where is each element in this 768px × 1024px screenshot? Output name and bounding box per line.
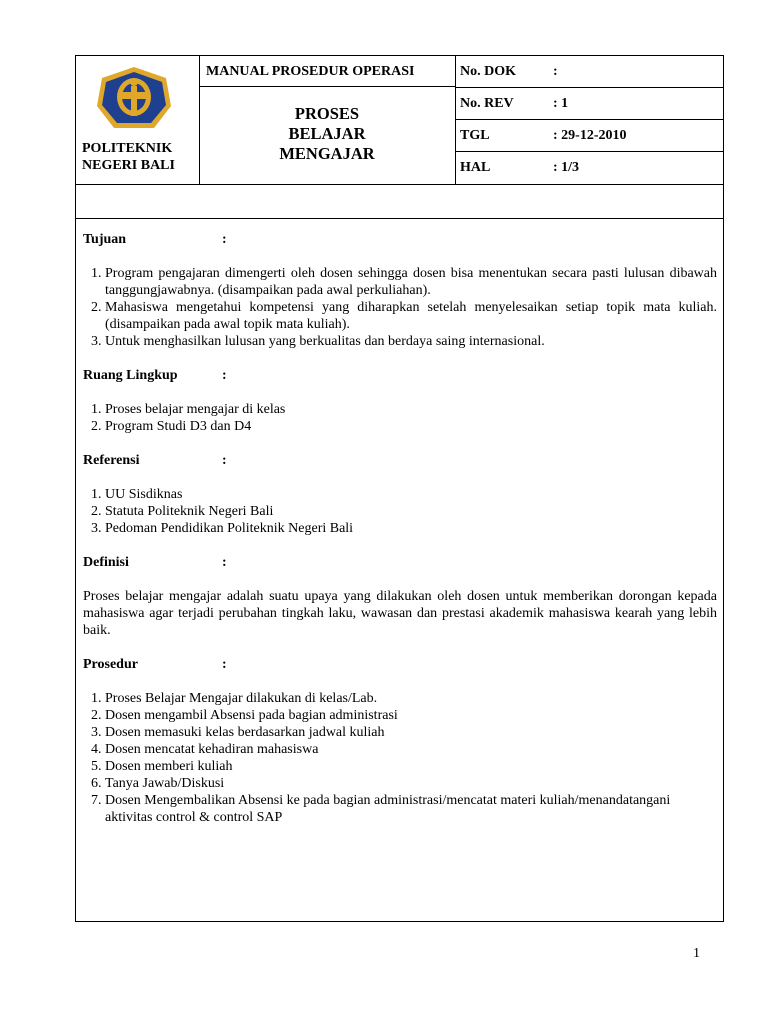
heading-text: Ruang Lingkup: [83, 368, 178, 383]
institution-logo-icon: [96, 66, 172, 134]
list-item: 4. Dosen mencatat kehadiran mahasiswa: [105, 741, 717, 758]
logo-cell: [76, 56, 200, 184]
heading-text: Prosedur: [83, 657, 138, 672]
heading-colon: :: [222, 555, 227, 570]
list-item: 3. Untuk menghasilkan lulusan yang berkualitas dan berdaya saing internasional.: [105, 333, 717, 350]
list-item: 2. Program Studi D3 dan D4: [105, 418, 717, 435]
list-item: 2. Statuta Politeknik Negeri Bali: [105, 503, 717, 520]
meta-row-hal: [455, 152, 723, 183]
meta-row-no-dok: [455, 56, 723, 88]
heading-text: Definisi: [83, 555, 129, 570]
list-item: 2. Dosen mengambil Absensi pada bagian administrasi: [105, 707, 717, 724]
referensi-list: [83, 486, 717, 537]
heading-colon: :: [222, 368, 227, 383]
header-table: [76, 56, 723, 185]
list-item: 5. Dosen memberi kuliah: [105, 758, 717, 775]
document-title: PROSES BELAJAR MENGAJAR: [279, 104, 375, 163]
heading-text: Referensi: [83, 453, 140, 468]
list-item: 2. Mahasiswa mengetahui kompetensi yang diharapkan setelah menyelesaikan setiap topik mata kuliah. (disampaikan pada awal topik mata kuliah).: [105, 299, 717, 333]
section-heading-prosedur: [83, 656, 717, 673]
meta-label: TGL: [460, 128, 490, 143]
heading-colon: :: [222, 453, 227, 468]
meta-row-no-rev: [455, 88, 723, 120]
document-frame: [75, 55, 724, 922]
section-heading-definisi: [83, 554, 717, 571]
list-item: 6. Tanya Jawab/Diskusi: [105, 775, 717, 792]
title-cell: [199, 56, 456, 184]
list-item: 3. Dosen memasuki kelas berdasarkan jadwal kuliah: [105, 724, 717, 741]
meta-value: : 1: [553, 96, 569, 111]
list-item: 1. Proses belajar mengajar di kelas: [105, 401, 717, 418]
meta-value: : 29-12-2010: [553, 128, 627, 143]
heading-colon: :: [222, 657, 227, 672]
page-number: 1: [693, 946, 700, 961]
manual-label: MANUAL PROSEDUR OPERASI: [199, 56, 455, 87]
list-item: 3. Pedoman Pendidikan Politeknik Negeri Bali: [105, 520, 717, 537]
meta-label: No. DOK: [460, 64, 516, 79]
list-item: 1. Program pengajaran dimengerti oleh dosen sehingga dosen bisa menentukan secara pasti lulusan dibawah tanggungjawabnya. (disampaikan pada awal perkuliahan).: [105, 265, 717, 299]
empty-row: [76, 184, 723, 219]
section-heading-ruang-lingkup: [83, 367, 717, 384]
meta-value: :: [553, 64, 558, 79]
ruang-lingkup-list: [83, 401, 717, 435]
list-item: 1. UU Sisdiknas: [105, 486, 717, 503]
prosedur-list: [83, 690, 717, 826]
definisi-text: Proses belajar mengajar adalah suatu upaya yang dilakukan oleh dosen untuk memberikan dorongan kepada mahasiswa agar terjadi perubahan tingkah laku, wawasan dan prestasi akademik mahasiswa kearah yang lebih baik.: [83, 589, 717, 638]
meta-value: : 1/3: [553, 160, 580, 175]
institution-name: POLITEKNIK NEGERI BALI: [82, 141, 175, 173]
meta-label: HAL: [460, 160, 491, 175]
tujuan-list: [83, 265, 717, 350]
section-heading-referensi: [83, 452, 717, 469]
heading-text: Tujuan: [83, 232, 127, 247]
section-heading-tujuan: [83, 231, 717, 248]
list-item: 7. Dosen Mengembalikan Absensi ke pada bagian administrasi/mencatat materi kuliah/menandatangani aktivitas control & control SAP: [105, 792, 717, 826]
document-body: [83, 231, 717, 826]
meta-label: No. REV: [460, 96, 514, 111]
meta-row-tgl: [455, 120, 723, 152]
heading-colon: :: [222, 232, 227, 247]
list-item: 1. Proses Belajar Mengajar dilakukan di kelas/Lab.: [105, 690, 717, 707]
meta-cell: [455, 56, 723, 184]
